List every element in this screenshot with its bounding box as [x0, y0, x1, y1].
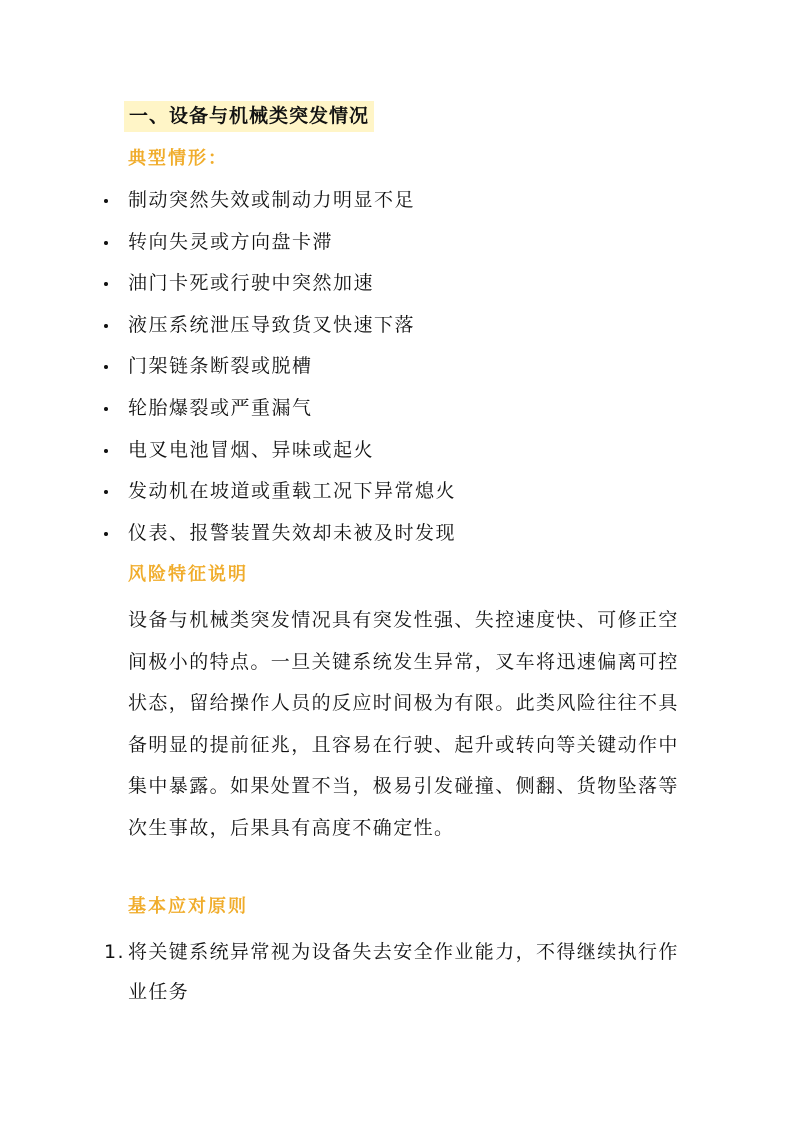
risk-heading: 风险特征说明 [128, 564, 248, 585]
list-item-text: 发动机在坡道或重载工况下异常熄火 [128, 480, 457, 503]
list-item-text: 轮胎爆裂或严重漏气 [128, 396, 313, 419]
list-item-text: 转向失灵或方向盘卡滞 [128, 230, 334, 253]
bullet-icon [104, 490, 108, 494]
section-title: 一、设备与机械类突发情况 [124, 101, 374, 132]
principle-item [104, 932, 684, 1012]
bullet-icon [104, 241, 108, 245]
bullet-icon [104, 199, 108, 203]
typical-heading: 典型情形： [128, 148, 228, 169]
list-item [104, 227, 456, 269]
bullet-icon [104, 407, 108, 411]
principle-heading: 基本应对原则 [128, 896, 248, 917]
list-item-text: 门架链条断裂或脱槽 [128, 355, 313, 378]
list-item-text: 制动突然失效或制动力明显不足 [128, 189, 416, 211]
bullet-icon [104, 365, 108, 369]
list-item-text: 油门卡死或行驶中突然加速 [128, 272, 375, 295]
bullet-icon [104, 324, 108, 328]
list-item [104, 518, 456, 560]
risk-paragraph: 设备与机械类突发情况具有突发性强、失控速度快、可修正空间极小的特点。一旦关键系统发生异常，叉车将迅速偏离可控状态，留给操作人员的反应时间极为有限。此类风险往往不具备明显的提前征兆，且容易在行驶、起升或转向等关键动作中集中暴露。如果处置不当，极易引发碰撞、侧翻、货物坠落等次生事故，后果具有高度不确定性。 [128, 609, 679, 839]
list-item [104, 310, 456, 352]
list-item [104, 185, 456, 227]
list-item [104, 268, 456, 310]
principle-text: 将关键系统异常视为设备失去安全作业能力，不得继续执行作业任务 [128, 941, 679, 1003]
bullet-icon [104, 282, 108, 286]
bullet-icon [104, 449, 108, 453]
list-item [104, 393, 456, 435]
list-item-text: 液压系统泄压导致货叉快速下落 [128, 313, 416, 336]
typical-list [104, 185, 456, 559]
list-item-text: 电叉电池冒烟、异味或起火 [128, 438, 375, 461]
list-item [104, 351, 456, 393]
list-item [104, 435, 456, 477]
list-item [104, 476, 456, 518]
list-item-text: 仪表、报警装置失效却未被及时发现 [128, 521, 457, 544]
bullet-icon [104, 532, 108, 536]
principle-number: 1. [104, 941, 125, 963]
